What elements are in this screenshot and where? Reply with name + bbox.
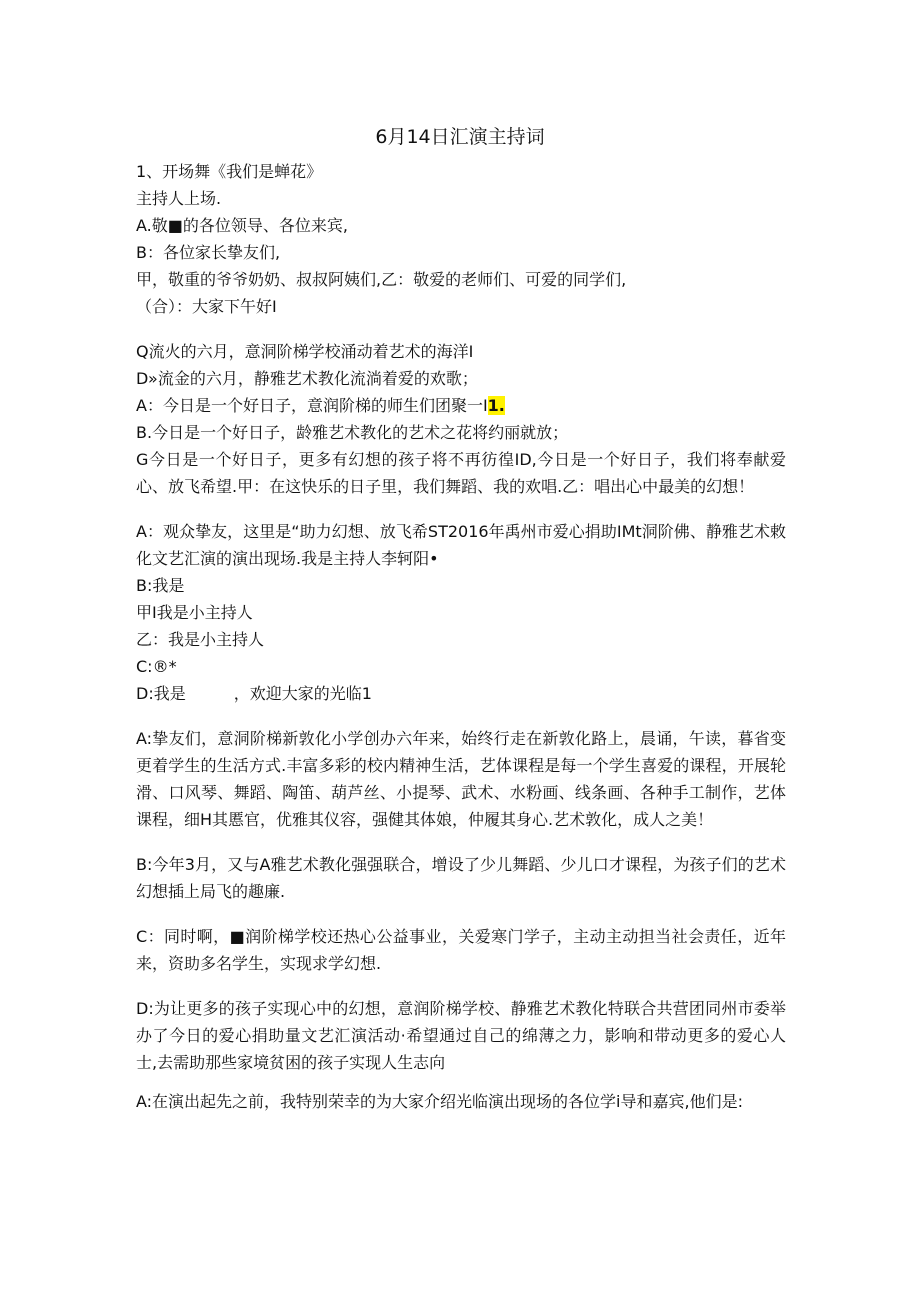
section-heading: 1、开场舞《我们是蝉花》 [136,162,323,181]
document-body [136,158,786,1115]
text-line-with-blank [136,680,786,707]
text-line: A:在演出起先之前，我特别荣幸的为大家介绍光临演出现场的各位学i导和嘉宾,他们是: [136,1092,743,1111]
paragraph: C：同时啊，■润阶梯学校还热心公益事业，关爱寒门学子，主动主动担当社会责任，近年来，资助多名学生，实现求学幻想. [136,927,786,973]
section-introduction [136,518,786,707]
text-line: 乙：我是小主持人 [136,630,265,649]
text-line: Q流火的六月，意洞阶梯学校涌动着艺术的海洋I [136,342,474,361]
text-line: 甲I我是小主持人 [136,603,253,622]
text-line: 主持人上场. [136,189,222,208]
text-span: A：今日是一个好日子，意润阶梯的师生们团聚一I [136,396,488,415]
document-title: 6月14日汇演主持词 [375,126,545,148]
paragraph: A：观众挚友，这里是“助力幻想、放飞希ST2016年禹州市爱心捐助IMt洞阶佛、静雅艺术敕化文艺汇演的演出现场.我是主持人李轲阳• [136,522,786,568]
highlight-mark: 1. [487,396,505,415]
paragraph: D:为让更多的孩子实现心中的幻想，意润阶梯学校、静雅艺术教化特联合共营团同州市委举办了今日的爱心捐助量文艺汇演活动·希望通过自己的绵薄之力，影响和带动更多的爱心人士,去需助那些家境贫困的孩子实现人生志向 [136,999,786,1072]
text-line: A.敬■的各位领导、各位来宾, [136,216,348,235]
text-line: B.今日是一个好日子，龄雅艺术教化的艺术之花将约丽就放； [136,423,569,442]
paragraph: A:挚友们，意洞阶梯新敦化小学创办六年来，始终行走在新敦化路上，晨诵，午读，暮省变更着学生的生活方式.丰富多彩的校内精神生活，艺体课程是每一个学生喜爱的课程，开展轮滑、口风琴、舞蹈、陶笛、葫芦丝、小提琴、武术、水粉画、线条画、各种手工制作，艺体课程，细H其慝官，优雅其仪容，强健其体娘，仲履其身心.艺术敦化，成人之美！ [136,729,786,829]
paragraph: G今日是一个好日子，更多有幻想的孩子将不再彷徨ID,今日是一个好日子，我们将奉献爱心、放飞希望.甲：在这快乐的日子里，我们舞蹈、我的欢唱.乙：唱出心中最美的幻想！ [136,450,786,496]
text-span: D:我是 [136,684,186,703]
text-line: C:®* [136,657,177,676]
text-line-with-mark [136,392,786,419]
text-line: （合）：大家下午好I [136,297,277,316]
section-opening [136,158,786,320]
paragraph: B:今年3月，又与A雅艺术教化强强联合，增设了少儿舞蹈、少儿口才课程，为孩子们的艺术幻想插上局飞的趣廉. [136,855,786,901]
text-line: B：各位家长挚友们, [136,243,281,262]
text-span: ，欢迎大家的光临1 [233,684,372,703]
text-line: 甲，敬重的爷爷奶奶、叔叔阿姨们,乙：敬爱的老师们、可爱的同学们, [136,270,627,289]
text-line: D»流金的六月，静雅艺术教化流淌着爱的欢歌； [136,369,478,388]
text-line: B:我是 [136,576,185,595]
section-greeting [136,338,786,500]
